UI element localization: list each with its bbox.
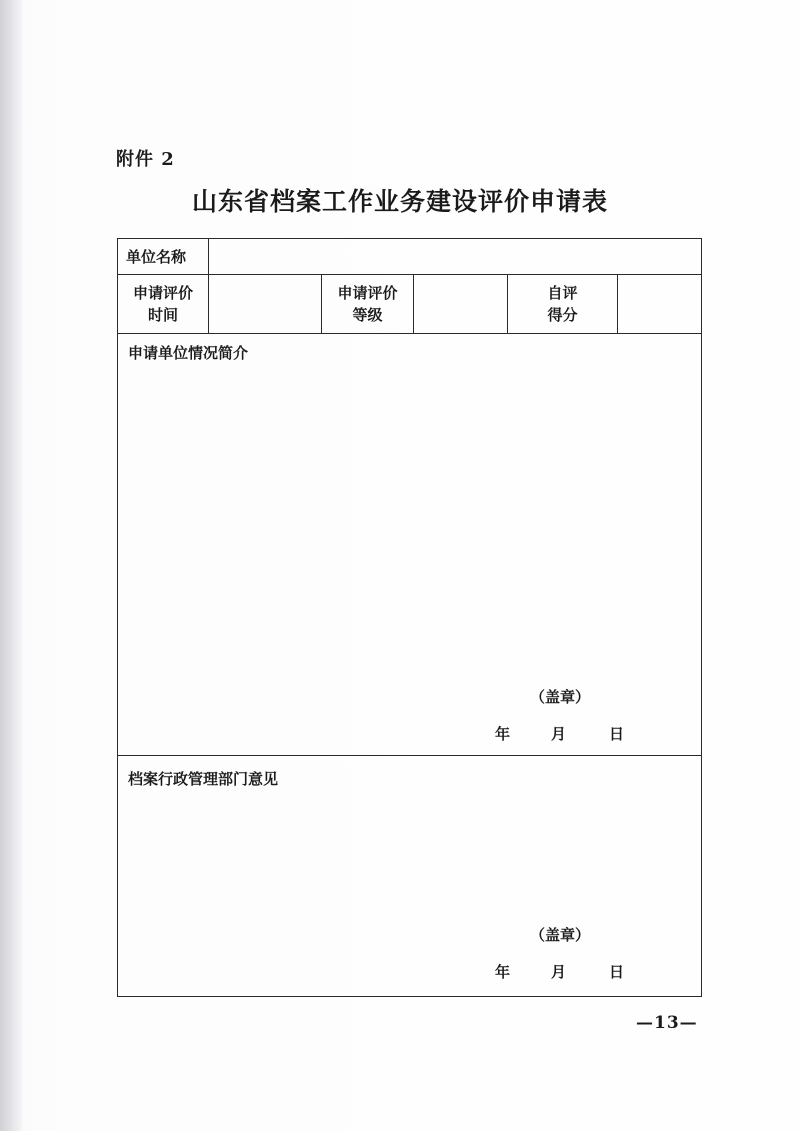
unit-name-row: [118, 239, 702, 275]
opinion-label: 档案行政管理部门意见: [128, 770, 279, 788]
page-number: —13—: [636, 1013, 698, 1033]
self-score-field[interactable]: [618, 275, 702, 334]
unit-name-label: 单位名称: [118, 239, 209, 275]
intro-date-day: 日: [609, 725, 625, 743]
scan-edge-shadow: [0, 0, 22, 1131]
intro-seal: （盖章）: [530, 688, 591, 706]
apply-level-label: 申请评价 等级: [322, 275, 414, 334]
intro-label: 申请单位情况简介: [128, 344, 249, 362]
opinion-date: [495, 961, 624, 982]
apply-time-label: 申请评价 时间: [118, 275, 209, 334]
self-score-label: 自评 得分: [508, 275, 618, 334]
opinion-row: [118, 756, 702, 997]
opinion-date-day: 日: [609, 963, 625, 981]
opinion-section[interactable]: [118, 756, 702, 997]
page-title: 山东省档案工作业务建设评价申请表: [191, 187, 608, 216]
application-form-table: [117, 238, 702, 997]
intro-row: [118, 334, 702, 756]
intro-date-month: 月: [551, 725, 567, 743]
intro-date: [495, 723, 624, 744]
opinion-date-year: 年: [495, 963, 511, 981]
attachment-label: 附件 2: [116, 149, 175, 170]
opinion-date-month: 月: [551, 963, 567, 981]
apply-level-field[interactable]: [414, 275, 508, 334]
apply-info-row: [118, 275, 702, 334]
opinion-seal: （盖章）: [530, 926, 591, 944]
intro-date-year: 年: [495, 725, 511, 743]
apply-time-field[interactable]: [209, 275, 322, 334]
unit-name-field[interactable]: [209, 239, 702, 275]
intro-section[interactable]: [118, 334, 702, 756]
